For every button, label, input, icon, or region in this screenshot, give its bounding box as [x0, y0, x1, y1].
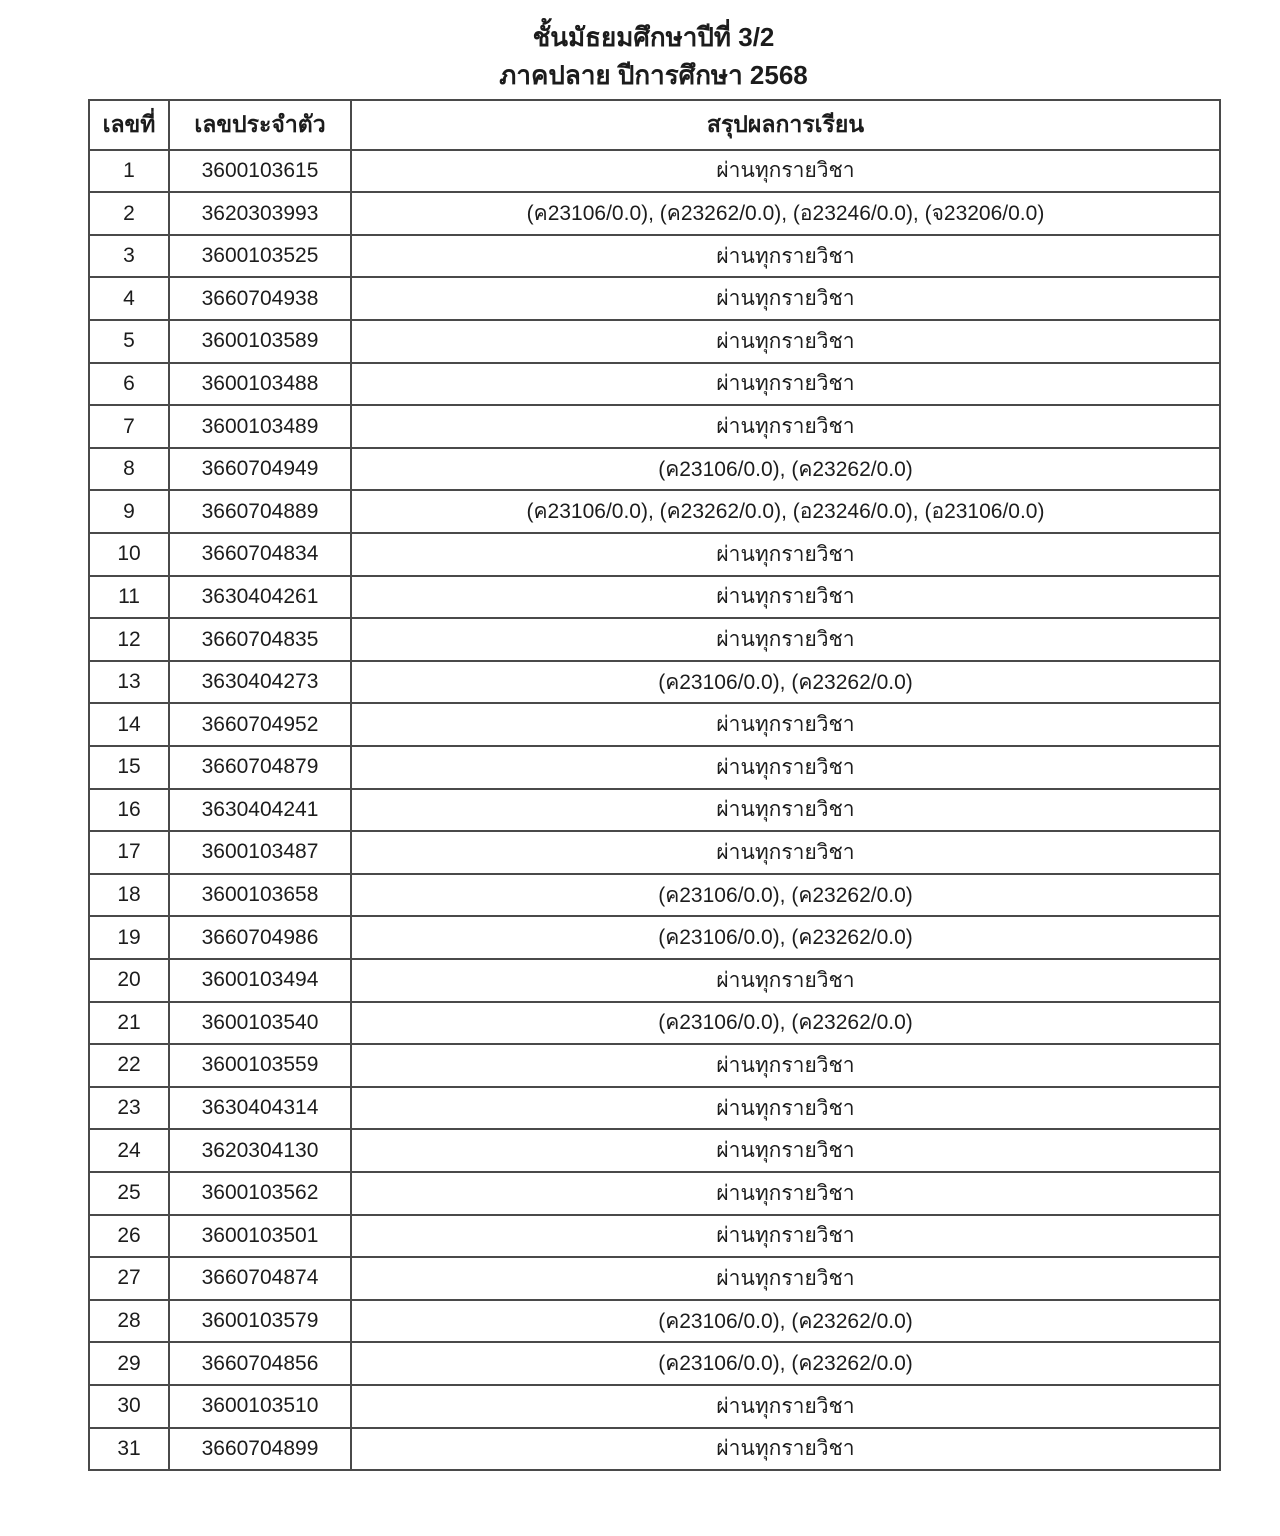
row-number-cell: 14: [89, 703, 169, 746]
row-number-cell: 17: [89, 831, 169, 874]
student-id-cell: 3660704834: [169, 533, 351, 576]
student-id-cell: 3660704986: [169, 916, 351, 959]
row-number-cell: 11: [89, 576, 169, 619]
result-cell: (ค23106/0.0), (ค23262/0.0): [351, 1342, 1220, 1385]
student-id-cell: 3660704889: [169, 490, 351, 533]
result-cell: ผ่านทุกรายวิชา: [351, 1215, 1220, 1258]
table-row: [89, 576, 1220, 619]
row-number-cell: 30: [89, 1385, 169, 1428]
result-cell: (ค23106/0.0), (ค23262/0.0): [351, 1300, 1220, 1343]
student-id-cell: 3600103489: [169, 405, 351, 448]
table-row: [89, 1044, 1220, 1087]
row-number-cell: 28: [89, 1300, 169, 1343]
row-number-cell: 6: [89, 363, 169, 406]
row-number-cell: 2: [89, 192, 169, 235]
result-cell: (ค23106/0.0), (ค23262/0.0): [351, 1002, 1220, 1045]
result-cell: ผ่านทุกรายวิชา: [351, 576, 1220, 619]
row-number-cell: 4: [89, 277, 169, 320]
student-id-cell: 3600103488: [169, 363, 351, 406]
table-row: [89, 192, 1220, 235]
table-row: [89, 1172, 1220, 1215]
student-id-cell: 3660704949: [169, 448, 351, 491]
result-cell: ผ่านทุกรายวิชา: [351, 1385, 1220, 1428]
result-cell: (ค23106/0.0), (ค23262/0.0): [351, 448, 1220, 491]
student-id-cell: 3660704835: [169, 618, 351, 661]
result-cell: ผ่านทุกรายวิชา: [351, 1087, 1220, 1130]
result-cell: ผ่านทุกรายวิชา: [351, 1044, 1220, 1087]
student-id-cell: 3600103494: [169, 959, 351, 1002]
student-id-cell: 3600103559: [169, 1044, 351, 1087]
student-id-cell: 3620304130: [169, 1129, 351, 1172]
row-number-cell: 9: [89, 490, 169, 533]
student-id-cell: 3600103487: [169, 831, 351, 874]
result-cell: ผ่านทุกรายวิชา: [351, 746, 1220, 789]
table-row: [89, 618, 1220, 661]
result-cell: ผ่านทุกรายวิชา: [351, 150, 1220, 193]
table-row: [89, 1257, 1220, 1300]
result-cell: ผ่านทุกรายวิชา: [351, 363, 1220, 406]
table-row: [89, 1215, 1220, 1258]
result-cell: ผ่านทุกรายวิชา: [351, 959, 1220, 1002]
table-row: [89, 1385, 1220, 1428]
student-id-cell: 3630404241: [169, 789, 351, 832]
row-number-cell: 16: [89, 789, 169, 832]
student-id-cell: 3660704938: [169, 277, 351, 320]
row-number-cell: 29: [89, 1342, 169, 1385]
table-row: [89, 746, 1220, 789]
student-id-cell: 3600103501: [169, 1215, 351, 1258]
table-row: [89, 1129, 1220, 1172]
student-id-cell: 3630404261: [169, 576, 351, 619]
table-header-row: [89, 100, 1220, 150]
table-row: [89, 789, 1220, 832]
row-number-cell: 3: [89, 235, 169, 278]
result-cell: ผ่านทุกรายวิชา: [351, 277, 1220, 320]
grades-table: [88, 99, 1221, 1471]
table-row: [89, 277, 1220, 320]
table-row: [89, 150, 1220, 193]
student-id-cell: 3660704879: [169, 746, 351, 789]
student-id-cell: 3600103658: [169, 874, 351, 917]
row-number-cell: 10: [89, 533, 169, 576]
row-number-cell: 8: [89, 448, 169, 491]
student-id-cell: 3600103615: [169, 150, 351, 193]
table-row: [89, 959, 1220, 1002]
row-number-cell: 25: [89, 1172, 169, 1215]
result-cell: ผ่านทุกรายวิชา: [351, 1257, 1220, 1300]
result-cell: ผ่านทุกรายวิชา: [351, 320, 1220, 363]
page-subtitle: ภาคปลาย ปีการศึกษา 2568: [499, 60, 808, 90]
row-number-cell: 22: [89, 1044, 169, 1087]
row-number-cell: 23: [89, 1087, 169, 1130]
result-cell: ผ่านทุกรายวิชา: [351, 1428, 1220, 1471]
result-cell: ผ่านทุกรายวิชา: [351, 789, 1220, 832]
table-row: [89, 490, 1220, 533]
row-number-cell: 27: [89, 1257, 169, 1300]
result-cell: ผ่านทุกรายวิชา: [351, 405, 1220, 448]
table-row: [89, 1428, 1220, 1471]
table-row: [89, 661, 1220, 704]
row-number-cell: 1: [89, 150, 169, 193]
result-cell: (ค23106/0.0), (ค23262/0.0): [351, 916, 1220, 959]
row-number-cell: 12: [89, 618, 169, 661]
result-cell: ผ่านทุกรายวิชา: [351, 533, 1220, 576]
table-row: [89, 363, 1220, 406]
page-title: ชั้นมัธยมศึกษาปีที่ 3/2: [532, 22, 775, 52]
report-header: [88, 18, 1219, 95]
student-id-cell: 3630404314: [169, 1087, 351, 1130]
table-row: [89, 405, 1220, 448]
student-id-cell: 3660704856: [169, 1342, 351, 1385]
student-id-cell: 3600103510: [169, 1385, 351, 1428]
table-row: [89, 831, 1220, 874]
student-id-cell: 3660704952: [169, 703, 351, 746]
column-header-result: สรุปผลการเรียน: [351, 100, 1220, 150]
row-number-cell: 24: [89, 1129, 169, 1172]
student-id-cell: 3600103589: [169, 320, 351, 363]
table-row: [89, 1002, 1220, 1045]
table-row: [89, 874, 1220, 917]
table-row: [89, 1300, 1220, 1343]
student-id-cell: 3600103525: [169, 235, 351, 278]
row-number-cell: 5: [89, 320, 169, 363]
table-row: [89, 1087, 1220, 1130]
row-number-cell: 21: [89, 1002, 169, 1045]
result-cell: ผ่านทุกรายวิชา: [351, 618, 1220, 661]
student-id-cell: 3660704874: [169, 1257, 351, 1300]
student-id-cell: 3630404273: [169, 661, 351, 704]
result-cell: (ค23106/0.0), (ค23262/0.0), (อ23246/0.0), (อ23106/0.0): [351, 490, 1220, 533]
student-id-cell: 3600103579: [169, 1300, 351, 1343]
result-cell: ผ่านทุกรายวิชา: [351, 831, 1220, 874]
result-cell: ผ่านทุกรายวิชา: [351, 703, 1220, 746]
result-cell: ผ่านทุกรายวิชา: [351, 235, 1220, 278]
table-row: [89, 448, 1220, 491]
student-id-cell: 3660704899: [169, 1428, 351, 1471]
table-row: [89, 1342, 1220, 1385]
table-row: [89, 703, 1220, 746]
student-id-cell: 3600103540: [169, 1002, 351, 1045]
column-header-student-id: เลขประจำตัว: [169, 100, 351, 150]
result-cell: (ค23106/0.0), (ค23262/0.0): [351, 661, 1220, 704]
row-number-cell: 19: [89, 916, 169, 959]
row-number-cell: 7: [89, 405, 169, 448]
table-row: [89, 320, 1220, 363]
column-header-no: เลขที่: [89, 100, 169, 150]
row-number-cell: 20: [89, 959, 169, 1002]
table-row: [89, 235, 1220, 278]
result-cell: ผ่านทุกรายวิชา: [351, 1172, 1220, 1215]
student-id-cell: 3600103562: [169, 1172, 351, 1215]
row-number-cell: 13: [89, 661, 169, 704]
result-cell: ผ่านทุกรายวิชา: [351, 1129, 1220, 1172]
table-row: [89, 916, 1220, 959]
table-row: [89, 533, 1220, 576]
row-number-cell: 15: [89, 746, 169, 789]
row-number-cell: 18: [89, 874, 169, 917]
row-number-cell: 26: [89, 1215, 169, 1258]
result-cell: (ค23106/0.0), (ค23262/0.0): [351, 874, 1220, 917]
student-id-cell: 3620303993: [169, 192, 351, 235]
row-number-cell: 31: [89, 1428, 169, 1471]
result-cell: (ค23106/0.0), (ค23262/0.0), (อ23246/0.0), (จ23206/0.0): [351, 192, 1220, 235]
